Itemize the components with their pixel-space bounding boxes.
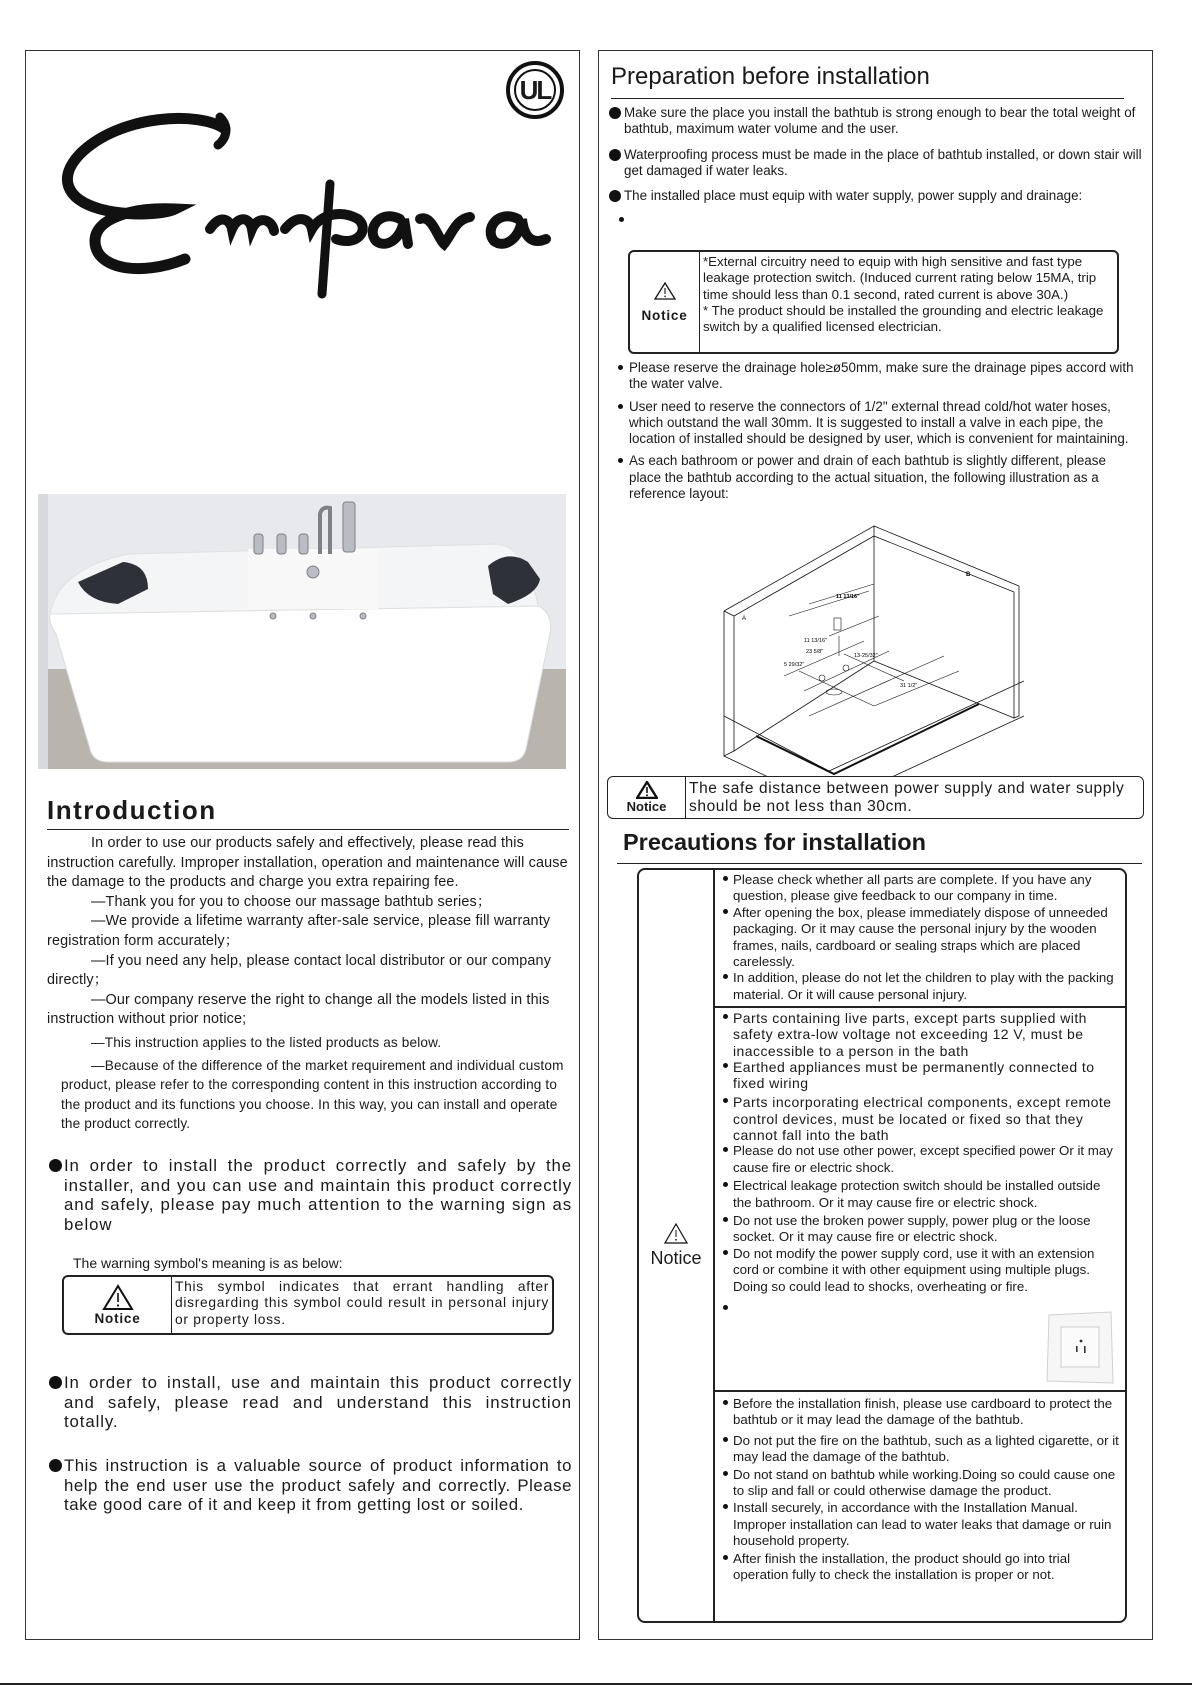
bullet-icon (723, 1471, 728, 1476)
intro-paragraph: In order to use our products safely and effectively, please read this instruction carefully. Improper installation, operation and maintenance will cause the damage to the products and charge you extra repairing fee. (47, 835, 568, 891)
list-item: Please do not use other power, except specified power Or it may cause fire or electric shock. (721, 1143, 1121, 1176)
notice-badge (608, 777, 686, 818)
svg-text:13-25/32": 13-25/32" (854, 653, 878, 659)
warning-triangle-icon (664, 1223, 688, 1244)
bullet-icon (723, 1147, 728, 1152)
warning-triangle-icon (654, 282, 676, 300)
notice-label: Notice (626, 799, 667, 814)
install-safely-bullet: In order to install the product correctly and safely by the installer, and you can use and maintain this product correctly and safely, please pay much attention to the warning sign as below (47, 1156, 572, 1234)
notice-text: This symbol indicates that errant handling after disregarding this symbol could result in personal injury or property loss. (175, 1279, 549, 1327)
intro-paragraph: —This instruction applies to the listed products as below. (91, 1034, 442, 1050)
notice-text: *External circuitry need to equip with high sensitive and fast type leakage protection switch. (Induced current rating below 15MA, trip time should less than 0.1 second, rated current is above 30A.) * The product should be installed the grounding and electric leakage switch by a qualified licensed electrician. (703, 254, 1104, 335)
notice-label: Notice (94, 1311, 141, 1326)
list-item: The installed place must equip with water supply, power supply and drainage: (609, 188, 1144, 204)
intro-paragraph: —Our company reserve the right to change all the models listed in this instruction without prior notice; (47, 991, 550, 1028)
warning-triangle-icon (636, 781, 658, 799)
notice-badge (630, 252, 700, 352)
bullet-icon (49, 1376, 62, 1389)
bullet-icon (723, 1305, 728, 1310)
precautions-list (715, 870, 1125, 1621)
precaution-group-electrical (715, 1008, 1125, 1392)
bullet-icon (609, 149, 621, 161)
bullet-icon (723, 1504, 728, 1509)
bullet-icon (723, 1063, 728, 1068)
bullet-icon (49, 1459, 62, 1472)
ul-certification-icon: UL (506, 61, 564, 119)
list-item: As each bathroom or power and drain of each bathtub is slightly different, please place the bathtub according to the actual situation, the following illustration as a reference layout: (617, 453, 1137, 502)
intro-paragraph: —Thank you for you to choose our massage bathtub series； (91, 893, 492, 910)
bullet-icon (723, 1014, 728, 1019)
bullet-icon (723, 974, 728, 979)
bullet-icon (609, 190, 621, 202)
empava-logo (40, 79, 560, 299)
bullet-icon (723, 1182, 728, 1187)
bullet-icon (723, 909, 728, 914)
list-item: Do not stand on bathtub while working.Doing so could cause one to slip and fall or could otherwise damage the product. (721, 1467, 1121, 1500)
list-item: Install securely, in accordance with the Installation Manual. Improper installation can lead to water leaks that damage or ruin household property. (721, 1500, 1121, 1549)
list-item: After finish the installation, the product should go into trial operation fully to check the installation is proper or not. (721, 1551, 1121, 1584)
precautions-title: Precautions for installation (623, 829, 926, 855)
list-item: Please reserve the drainage hole≥ø50mm, make sure the drainage pipes accord with the water valve. (617, 360, 1137, 393)
preparation-divider (611, 98, 1124, 99)
svg-text:B: B (966, 572, 971, 578)
right-page (598, 50, 1153, 1640)
list-item: Make sure the place you install the bathtub is strong enough to bear the total weight of bathtub, maximum water volume and the user. (609, 105, 1144, 138)
introduction-body (47, 834, 572, 1134)
safe-distance-notice (607, 776, 1144, 819)
bullet-icon (723, 1437, 728, 1442)
list-item: Parts containing live parts, except parts supplied with safety extra-low voltage not exceeding 12 V, must be inaccessible to a person in the bath (721, 1010, 1121, 1059)
intro-paragraph: —Because of the difference of the market requirement and individual custom product, please refer to the corresponding content in this instruction according to the product and its functions you choose. In this way, you can install and operate the product correctly. (61, 1057, 564, 1132)
notice-badge (64, 1277, 172, 1333)
notice-label: Notice (641, 307, 688, 323)
warning-triangle-icon (102, 1284, 134, 1311)
list-item: Do not use the broken power supply, power plug or the loose socket. Or it may cause fire or electric shock. (721, 1213, 1121, 1246)
bullet-icon (619, 217, 624, 222)
precaution-group-unpacking (715, 870, 1125, 1008)
bullet-icon (723, 1400, 728, 1405)
read-instruction-bullet: In order to install, use and maintain this product correctly and safely, please read and understand this instruction totally. (47, 1373, 572, 1432)
bullet-icon (618, 458, 623, 463)
introduction-title: Introduction (47, 795, 217, 825)
bullet-icon (723, 1217, 728, 1222)
notice-label: Notice (650, 1247, 702, 1268)
notice-badge (639, 870, 715, 1621)
introduction-divider (47, 829, 569, 830)
bullet-icon (723, 1250, 728, 1255)
svg-text:A: A (742, 616, 747, 622)
list-item: Earthed appliances must be permanently connected to fixed wiring (721, 1059, 1121, 1092)
bullet-icon (723, 1555, 728, 1560)
list-item: In addition, please do not let the children to play with the packing material. Or it will cause personal injury. (721, 970, 1121, 1003)
preparation-title: Preparation before installation (611, 63, 930, 90)
list-item: Do not put the fire on the bathtub, such as a lighted cigarette, or it may lead the damage of the bathtub. (721, 1433, 1121, 1466)
precaution-group-installation (715, 1392, 1125, 1621)
list-item: Waterproofing process must be made in the place of bathtub installed, or down stair will get damaged if water leaks. (609, 147, 1144, 180)
svg-text:11 13/16": 11 13/16" (836, 594, 860, 600)
bullet-icon (618, 404, 623, 409)
intro-paragraph: —We provide a lifetime warranty after-sale service, please fill warranty registration form accurately； (47, 913, 551, 949)
intro-paragraph: —If you need any help, please contact local distributor or our company directly； (47, 952, 552, 989)
svg-text:11 13/16": 11 13/16" (804, 638, 827, 644)
bullet-icon (609, 107, 621, 119)
wall-socket-image (1045, 1311, 1115, 1386)
notice-text: The safe distance between power supply and water supply should be not less than 30cm. (689, 780, 1125, 815)
list-item: Please check whether all parts are complete. If you have any question, please give feedback to our company in time. (721, 872, 1121, 905)
bathtub-product-image (38, 494, 566, 769)
list-item: Before the installation finish, please use cardboard to protect the bathtub or it may lead the damage of the bathtub. (721, 1396, 1121, 1429)
svg-text:23 5/8": 23 5/8" (806, 649, 824, 655)
warning-meaning-notice (62, 1275, 554, 1335)
list-item: User need to reserve the connectors of 1/2" external thread cold/hot water hoses, which outstand the wall 30mm. It is suggested to install a valve in each pipe, the location of installed should be designed by user, which is convenient for maintaining. (617, 399, 1137, 448)
empty-list-item (609, 213, 1144, 229)
installation-layout-diagram (704, 506, 1034, 776)
circuitry-notice (628, 250, 1119, 354)
precautions-divider (617, 863, 1142, 864)
preparation-small-bullets (617, 360, 1137, 508)
svg-text:5 29/32": 5 29/32" (784, 662, 805, 668)
bullet-icon (618, 365, 623, 370)
bullet-icon (49, 1159, 62, 1172)
list-item: After opening the box, please immediately dispose of unneeded packaging. Or it may cause the personal injury by the wooden frames, nails, cardboard or sealing straps which are placed carelessly. (721, 905, 1121, 971)
left-page (25, 50, 580, 1640)
precautions-notice-box (637, 868, 1127, 1623)
list-item: Do not modify the power supply cord, use it with an extension cord or combine it with other equipment using multiple plugs. Doing so could lead to shocks, overheating or fire. (721, 1246, 1121, 1295)
keep-instruction-bullet: This instruction is a valuable source of product information to help the end user use the product safely and correctly. Please take good care of it and keep it from getting lost or soiled. (47, 1456, 572, 1515)
svg-text:31 1/2": 31 1/2" (900, 683, 918, 689)
bullet-icon (723, 1098, 728, 1103)
warning-caption: The warning symbol's meaning is as below: (73, 1255, 343, 1271)
bullet-icon (723, 876, 728, 881)
preparation-bullets (609, 105, 1144, 229)
list-item: Electrical leakage protection switch should be installed outside the bathroom. Or it may cause fire or electric shock. (721, 1178, 1121, 1211)
list-item: Parts incorporating electrical components, except remote control devices, must be located or fixed so that they cannot fall into the bath (721, 1094, 1121, 1143)
